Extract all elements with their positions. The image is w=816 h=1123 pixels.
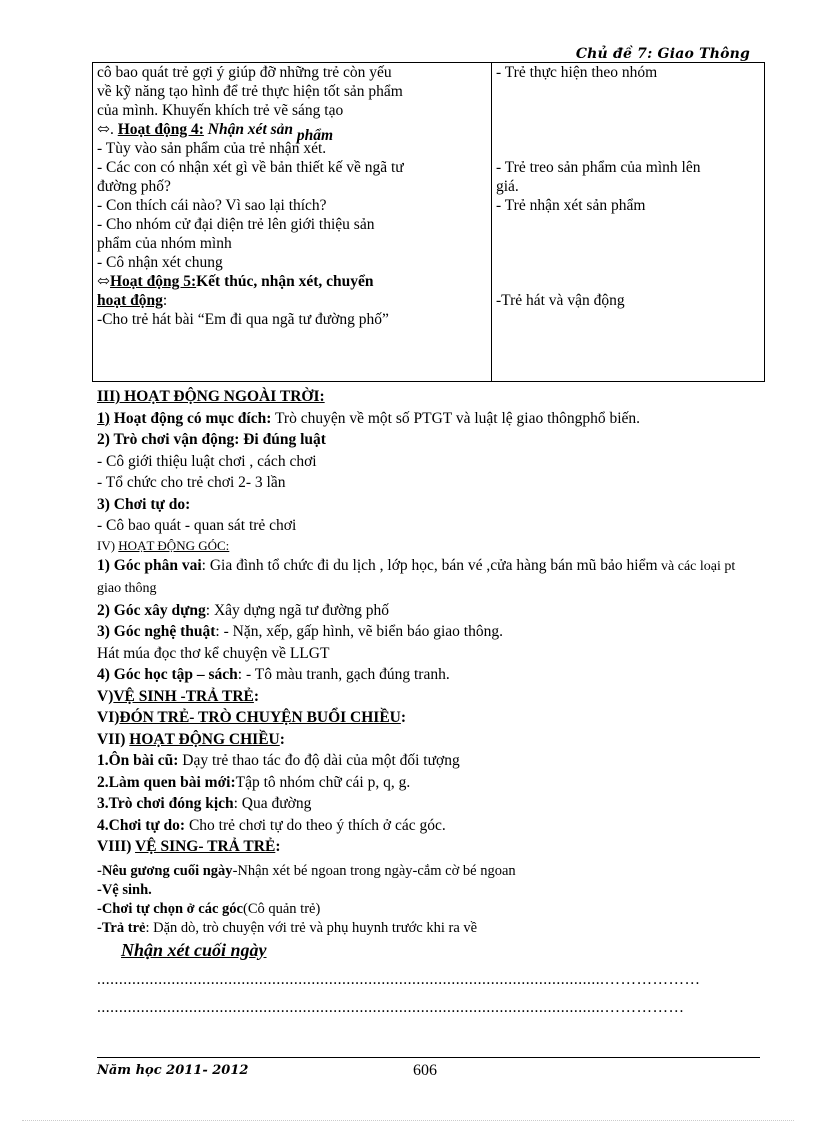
section-prefix: VIII) [97,838,136,855]
activity-5-title: Kết thúc, nhận xét, chuyển [196,273,374,290]
section-3-heading: III) HOẠT ĐỘNG NGOÀI TRỜI: [97,388,325,405]
item-label: -Trả trẻ [97,919,146,936]
text-line: -Trẻ hát và vận động [496,292,625,309]
arrow-icon: ⬄ [97,273,110,290]
activity-4-heading: ⬄. Hoạt động 4: Nhận xét sản phẩm [97,121,334,144]
afternoon-1 [97,750,762,772]
text-line: - Cô bao quát - quan sát trẻ chơi [97,517,297,534]
text-line: - Cho nhóm cử đại diện trẻ lên giới thiệu sản [97,216,375,233]
text-line: về kỹ năng tạo hình để trẻ thực hiện tốt sản phẩm [97,83,403,100]
activity-5-label: Hoạt động 5: [110,273,197,290]
text-line: đường phố? [97,178,171,195]
text-line: - Trẻ thực hiện theo nhóm [496,64,658,81]
section-4-heading: HOẠT ĐỘNG GÓC: [118,537,230,553]
arrow-icon: ⬄ [97,121,110,138]
colon: : [279,730,285,748]
activity-4-title-sub: phẩm [296,127,334,144]
page-header-topic: Chủ đề 7: Giao Thông [575,46,750,62]
corner-2 [97,600,762,622]
section-prefix: V) [97,687,114,705]
activity-5-heading [97,272,487,291]
text-line: - Trẻ nhận xét sản phẩm [496,197,646,214]
section-5-title [97,686,762,708]
item-label: 1.Ôn bài cũ: [97,752,179,769]
corner-text: : Gia đình tổ chức đi du lịch , lớp học, bán vé ,cửa hàng bán mũ bảo hiểm [201,556,658,574]
corner-text: : - Nặn, xếp, gấp hình, vẽ biển báo giao thông. [215,623,503,640]
afternoon-4 [97,815,762,837]
outdoor-item-3: 3) Chơi tự do: [97,495,191,513]
text-line: -Cho trẻ hát bài “Em đi qua ngã tư đường phố” [97,311,389,328]
page-bottom-rule [22,1120,794,1121]
item-label: 4.Chơi tự do: [97,816,186,834]
item-label: 2.Làm quen bài mới: [97,773,236,791]
outdoor-item-1 [97,408,762,430]
section-8-heading: VỆ SING- TRẢ TRẺ [135,838,276,855]
item-label: -Chơi tự chọn ở các góc [97,900,243,917]
activity-4-title: Nhận xét sản [207,121,294,138]
colon: : [400,709,407,726]
end-of-day-remarks-title: Nhận xét cuối ngày [121,939,267,960]
item-text: Dạy trẻ thao tác đo độ dài của một đối tượng [178,752,460,769]
colon: : [162,292,168,309]
evening-1 [97,862,762,881]
text-line: phẩm của nhóm mình [97,235,232,252]
item-text: Cho trẻ chơi tự do theo ý thích ở các góc. [185,816,446,834]
section-7-title [97,729,762,751]
corner-text-tail: và các loại pt giao thông [97,558,736,596]
corner-label: 1) Góc phân vai [97,556,202,574]
activity-4-label: Hoạt động 4: [117,121,204,138]
text-line: - Các con có nhận xét gì về bản thiết kế về ngã tư [97,159,404,176]
section-3-title [97,386,762,408]
footer-divider [97,1057,760,1058]
section-prefix: VI) [97,709,120,726]
item-number: 1) [97,409,110,427]
corner-text: : - Tô màu tranh, gạch đúng tranh. [237,666,450,683]
colon: : [275,838,281,855]
section-prefix: VII) [97,730,130,748]
corner-label: 3) Góc nghệ thuật [97,623,216,640]
item-label: Hoạt động có mục đích: [109,409,272,427]
section-6-title [97,707,762,729]
text-line: giá. [496,178,519,195]
text-line: cô bao quát trẻ gợi ý giúp đỡ những trẻ còn yếu [97,64,392,81]
evening-2: -Vệ sinh. [97,881,152,898]
text-line: - Trẻ treo sản phẩm của mình lên [496,159,701,176]
corner-label: 4) Góc học tập – sách [97,666,238,683]
outdoor-item-2: 2) Trò chơi vận động: Đi đúng luật [97,431,326,448]
corner-3 [97,621,762,643]
item-text: Tập tô nhóm chữ cái p, q, g. [235,773,411,791]
activity-5-line2: hoạt động [97,292,163,309]
text-line: của mình. Khuyến khích trẻ vẽ sáng tạo [97,102,344,119]
text-line: - Con thích cái nào? Vì sao lại thích? [97,197,327,214]
text-line: - Cô nhận xét chung [97,254,223,271]
item-text: : Dặn dò, trò chuyện với trẻ và phụ huynh trước khi ra về [145,919,478,936]
section-4-title [97,537,762,555]
item-text: : Qua đường [233,795,312,812]
footer-school-year: Năm học 2011- 2012 [97,1063,249,1078]
item-label: 3.Trò chơi đóng kịch [97,795,234,812]
remarks-line: ....................................................................................................................……………… [97,971,701,988]
item-text: Trò chuyện về một số PTGT và luật lệ giao thôngphổ biến. [271,409,641,427]
page-number: 606 [413,1062,437,1079]
text-line: Hát múa đọc thơ kể chuyện về LLGT [97,644,330,662]
text-line: - Tùy vào sản phẩm của trẻ nhận xét. [97,140,327,157]
plan-body [97,386,762,1018]
corner-1 [97,555,762,600]
section-6-heading: ĐÓN TRẺ- TRÒ CHUYỆN BUỔI CHIỀU [119,709,401,726]
activity-5-heading-line2 [97,291,487,310]
item-text: (Cô quản trẻ) [242,900,321,917]
section-prefix: IV) [97,537,119,553]
text-line: - Tổ chức cho trẻ chơi 2- 3 lần [97,474,286,491]
evening-3 [97,900,762,919]
corner-4 [97,664,762,686]
evening-4 [97,919,762,938]
colon: : [253,687,260,705]
item-text: -Nhận xét bé ngoan trong ngày-cắm cờ bé ngoan [232,862,516,879]
activity-table [92,62,765,382]
section-8-title [97,836,762,858]
remarks-line: ....................................................................................................................…………… [97,998,685,1016]
section-5-heading: VỆ SINH -TRẢ TRẺ [113,687,254,705]
section-7-heading: HOẠT ĐỘNG CHIỀU [129,730,280,748]
afternoon-2 [97,772,762,794]
corner-text: : Xây dựng ngã tư đường phố [205,601,389,619]
item-label: -Nêu gương cuối ngày [97,862,233,879]
afternoon-3 [97,793,762,815]
text-line: - Cô giới thiệu luật chơi , cách chơi [97,452,317,470]
child-column [492,63,765,382]
teacher-column [93,63,492,382]
corner-label: 2) Góc xây dựng [97,601,206,619]
